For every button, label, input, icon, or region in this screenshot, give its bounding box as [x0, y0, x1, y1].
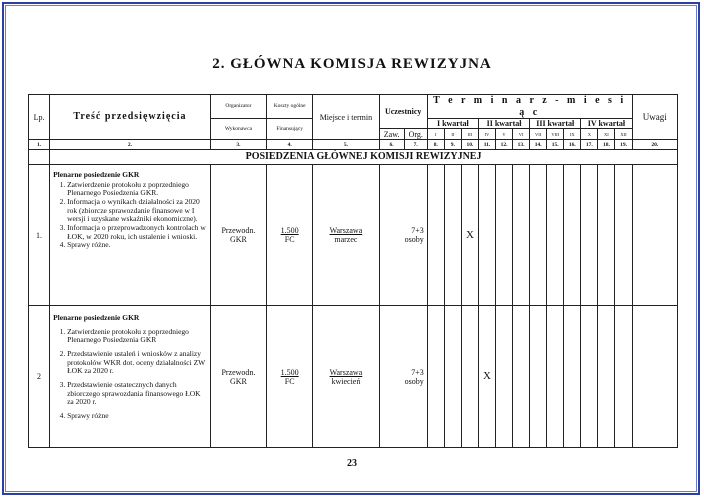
month-cell	[581, 165, 598, 306]
month-cell	[478, 165, 495, 306]
month-cell	[581, 306, 598, 448]
colnum-20: 20.	[632, 140, 677, 150]
list-item: 1. Zatwierdzenie protokołu z poprzedniego Plenarnego Posiedzenia GKR.	[67, 181, 207, 198]
row-organizator	[210, 165, 266, 306]
section-spacer	[29, 150, 50, 165]
uwagi-cell	[632, 165, 677, 306]
month-cell	[530, 165, 547, 306]
organizator-line1: Przewodn.	[221, 367, 256, 377]
month-ix: IX	[564, 129, 581, 140]
header-uczestnicy: Uczestnicy	[379, 95, 427, 129]
list-item: 2. Informacja o wynikach działalności za 2020 rok (zbiorcze sprawozdanie finansowe w I wersji i uzyskane wskaźniki ekonomiczne).	[67, 198, 207, 224]
row-uczestnicy	[379, 165, 427, 306]
month-mark: X	[461, 165, 478, 306]
month-cell	[513, 306, 530, 448]
month-ii: II	[444, 129, 461, 140]
month-vii: VII	[530, 129, 547, 140]
organizator-line2: GKR	[229, 235, 247, 245]
row-content	[50, 306, 211, 448]
month-cell	[444, 165, 461, 306]
row-heading: Plenarne posiedzenie GKR	[53, 313, 140, 323]
finans-value: FC	[284, 235, 295, 245]
colnum-5: 5.	[313, 140, 379, 150]
list-item: 3. Informacja o przeprowadzonych kontrolach w ŁOK, w 2020 roku, ich ustalenie i wnioski.	[67, 224, 207, 241]
month-cell	[530, 306, 547, 448]
table-row	[29, 165, 678, 306]
termin-value: kwiecień	[331, 376, 361, 386]
month-cell	[564, 306, 581, 448]
row-miejsce	[313, 306, 379, 448]
month-mark: X	[478, 306, 495, 448]
colnum-13: 13.	[513, 140, 530, 150]
header-q3: III kwartał	[530, 119, 581, 129]
list-item: 4. Sprawy różne.	[67, 241, 207, 250]
month-cell	[427, 306, 444, 448]
colnum-2: 2.	[50, 140, 211, 150]
header-koszty: Koszty ogólne	[267, 95, 313, 119]
header-wykonawca: Wykonawca	[210, 119, 266, 140]
month-vi: VI	[513, 129, 530, 140]
row-lp: 2	[29, 306, 50, 448]
month-i: I	[427, 129, 444, 140]
header-org: Org.	[404, 129, 427, 140]
colnum-18: 18.	[598, 140, 615, 150]
month-cell	[496, 306, 513, 448]
termin-value: marzec	[334, 235, 358, 245]
month-iv: IV	[478, 129, 495, 140]
uczestnicy-line1: 7+3	[411, 367, 424, 377]
colnum-16: 16.	[564, 140, 581, 150]
colnum-7: 7.	[404, 140, 427, 150]
miejsce-value: Warszawa	[329, 367, 363, 377]
organizator-line1: Przewodn.	[221, 226, 256, 235]
month-xii: XII	[615, 129, 632, 140]
plan-table	[28, 94, 678, 448]
month-cell	[615, 165, 632, 306]
header-q2: II kwartał	[478, 119, 529, 129]
koszty-value: 1.500	[280, 367, 299, 377]
colnum-11: 11.	[478, 140, 495, 150]
list-item: 2. Przedstawienie ustaleń i wniosków z analizy protokołów WKR dot. oceny działalności ZW ŁOK za 2020 r.	[67, 350, 207, 376]
month-cell	[547, 165, 564, 306]
colnum-9: 9.	[444, 140, 461, 150]
colnum-1: 1.	[29, 140, 50, 150]
month-cell	[496, 165, 513, 306]
row-content	[50, 165, 211, 306]
list-item: 1. Zatwierdzenie protokołu z poprzedniego Plenarnego Posiedzenia GKR	[67, 328, 207, 345]
header-q1: I kwartał	[427, 119, 478, 129]
colnum-19: 19.	[615, 140, 632, 150]
month-xi: XI	[598, 129, 615, 140]
colnum-6: 6.	[379, 140, 404, 150]
row-koszty	[267, 306, 313, 448]
row-koszty	[267, 165, 313, 306]
month-cell	[598, 306, 615, 448]
row-heading: Plenarne posiedzenie GKR	[53, 170, 140, 180]
month-cell	[427, 165, 444, 306]
header-uwagi: Uwagi	[632, 95, 677, 140]
month-viii: VIII	[547, 129, 564, 140]
row-lp: 1.	[29, 165, 50, 306]
colnum-12: 12.	[496, 140, 513, 150]
colnum-4: 4.	[267, 140, 313, 150]
header-terminarz: T e r m i n a r z - m i e s i ą c	[427, 95, 632, 119]
koszty-value: 1.500	[280, 226, 299, 235]
list-item: 4. Sprawy różne	[67, 412, 207, 421]
colnum-3: 3.	[210, 140, 266, 150]
month-cell	[564, 165, 581, 306]
section-title: POSIEDZENIA GŁÓWNEJ KOMISJI REWIZYJNEJ	[50, 150, 678, 165]
uczestnicy-line2: osoby	[404, 235, 424, 245]
row-uczestnicy	[379, 306, 427, 448]
header-zaw: Zaw.	[379, 129, 404, 140]
finans-value: FC	[284, 376, 295, 386]
organizator-line2: GKR	[229, 376, 247, 386]
uczestnicy-line2: osoby	[404, 376, 424, 386]
row-organizator	[210, 306, 266, 448]
miejsce-value: Warszawa	[329, 226, 363, 235]
colnum-10: 10.	[461, 140, 478, 150]
month-v: V	[496, 129, 513, 140]
header-tresc: Treść przedsięwzięcia	[50, 95, 211, 140]
header-finansujacy: Finansujący	[267, 119, 313, 140]
month-cell	[615, 306, 632, 448]
row-miejsce	[313, 165, 379, 306]
header-q4: IV kwartał	[581, 119, 632, 129]
header-organizator: Organizator	[210, 95, 266, 119]
table-row	[29, 306, 678, 448]
month-cell	[547, 306, 564, 448]
colnum-15: 15.	[547, 140, 564, 150]
month-cell	[461, 306, 478, 448]
month-cell	[598, 165, 615, 306]
header-miejsce: Miejsce i termin	[313, 95, 379, 140]
month-cell	[513, 165, 530, 306]
page-number: 23	[347, 458, 357, 469]
month-cell	[444, 306, 461, 448]
month-iii: III	[461, 129, 478, 140]
uwagi-cell	[632, 306, 677, 448]
header-lp: Lp.	[29, 95, 50, 140]
colnum-14: 14.	[530, 140, 547, 150]
month-x: X	[581, 129, 598, 140]
colnum-17: 17.	[581, 140, 598, 150]
colnum-8: 8.	[427, 140, 444, 150]
page-title: 2. GŁÓWNA KOMISJA REWIZYJNA	[212, 56, 492, 72]
list-item: 3. Przedstawienie ostatecznych danych zbiorczego sprawozdania finansowego ŁOK za 2020 r.	[67, 381, 207, 407]
uczestnicy-line1: 7+3	[411, 226, 424, 235]
